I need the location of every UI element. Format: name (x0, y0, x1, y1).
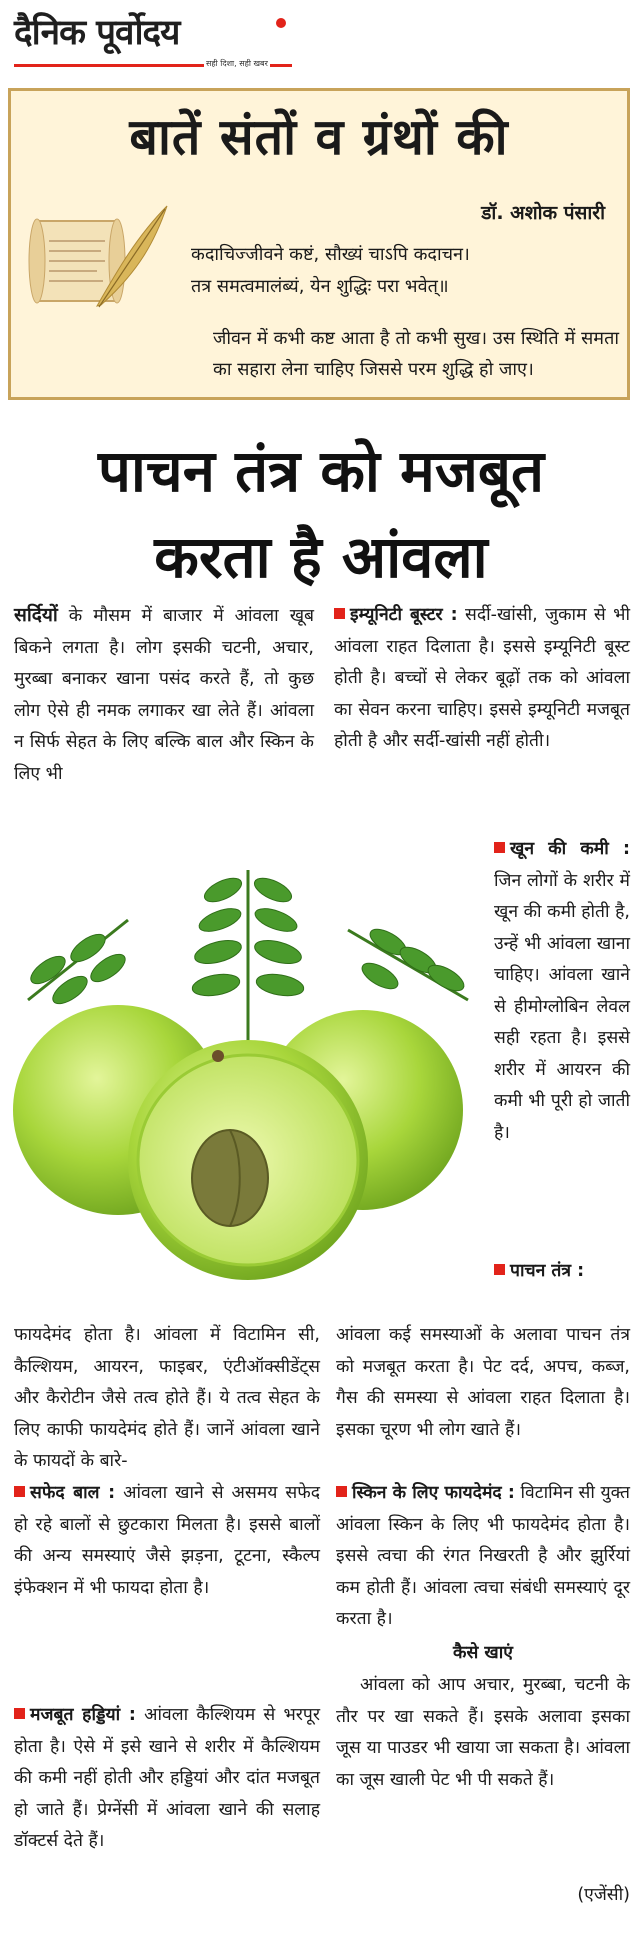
masthead-tagline: सही दिशा, सही खबर (206, 59, 268, 68)
bullet-square (14, 1708, 25, 1719)
digestion-heading: पाचन तंत्र : (510, 1261, 585, 1281)
shloka-meaning (25, 323, 619, 385)
immunity-text: सर्दी-खांसी, जुकाम से भी आंवला राहत दिलाता है। इससे इम्यूनिटी बूस्ट होती है। बच्चों से लेकर बूढ़ों तक को आंवला का सेवन करना चाहिए। इससे इम्यूनिटी मजबूत होती है और सर्दी-खांसी नहीं होती। (334, 605, 630, 751)
article-intro (14, 600, 314, 790)
blood-heading: खून की कमी : (510, 839, 630, 859)
shloka (191, 239, 621, 303)
bullet-square (334, 608, 345, 619)
amla-fruit-image (8, 860, 486, 1295)
agency-credit: (एजेंसी) (577, 1885, 630, 1905)
section-bones (14, 1700, 320, 1858)
how-to-eat-text: आंवला को आप अचार, मुरब्बा, चटनी के तौर पर खा सकते हैं। इसके अलावा इसका जूस या पाउडर भी खाया जा सकता है। आंवला का जूस खाली पेट भी पी सकते हैं। (336, 1675, 630, 1790)
quote-box (8, 88, 630, 400)
how-to-eat-heading: कैसे खाएं (453, 1643, 513, 1663)
section-skin (336, 1478, 630, 1636)
masthead (14, 8, 284, 70)
bones-text: आंवला कैल्शियम से भरपूर होता है। ऐसे में इसे खाने से शरीर में कैल्शियम की कमी नहीं होती और हड्डियां और दांत मजबूत हो जाते हैं। प्रेग्नेंसी में आंवला खाने की सलाह डॉक्टर्स देते हैं। (14, 1705, 321, 1851)
shloka-line-2: तत्र समत्वमालंब्यं, येन शुद्धिः परा भवेत्॥ (191, 276, 449, 297)
section-hair (14, 1478, 320, 1604)
bullet-square (494, 842, 505, 853)
hair-heading: सफेद बाल : (30, 1483, 116, 1503)
scroll-quill-icon (27, 201, 177, 311)
hair-text: आंवला खाने से असमय सफेद हो रहे बालों से छुटकारा मिलता है। इससे बालों की अन्य समस्याएं जैसे झड़ना, टूटना, स्कैल्प इंफेक्शन में भी फायदा होता है। (14, 1483, 320, 1598)
immunity-heading: इम्यूनिटी बूस्टर : (350, 605, 458, 625)
bullet-square (494, 1264, 505, 1275)
intro-continued: फायदेमंद होता है। आंवला में विटामिन सी, कैल्शियम, आयरन, फाइबर, एंटीऑक्सीडेंट्स और कैरोटीन जैसे तत्व होते हैं। ये तत्व सेहत के लिए काफी फायदेमंद होते हैं। जानें आंवला खाने के फायदों के बारे- (14, 1325, 320, 1471)
bullet-square (14, 1486, 25, 1497)
masthead-title: दैनिक पूर्वोदय (14, 12, 180, 53)
quote-author: डॉ. अशोक पंसारी (481, 202, 605, 224)
article-headline (0, 428, 642, 600)
headline-line-2: करता है आंवला (154, 523, 488, 591)
section-digestion (336, 1320, 630, 1446)
bones-heading: मजबूत हड्डियां : (30, 1705, 136, 1725)
bullet-square (336, 1486, 347, 1497)
shloka-meaning-text: जीवन में कभी कष्ट आता है तो कभी सुख। उस स्थिति में समता का सहारा लेना चाहिए जिससे परम शुद्धि हो जाए। (213, 328, 619, 380)
skin-heading: स्किन के लिए फायदेमंद : (352, 1483, 515, 1503)
shloka-line-1: कदाचिज्जीवने कष्टं, सौख्यं चाऽपि कदाचन। (191, 244, 470, 265)
quote-box-title: बातें संतों व ग्रंथों की (129, 108, 509, 166)
blood-text: जिन लोगों के शरीर में खून की कमी होती है, उन्हें भी आंवला खाना चाहिए। आंवला खाने से हीमोग्लोबिन लेवल सही रहता है। इससे शरीर में आयरन की कमी भी पूरी हो जाती है। (494, 870, 630, 1143)
section-digestion-head (494, 1256, 630, 1288)
intro-text: के मौसम में बाजार में आंवला खूब बिकने लगता है। लोग इसकी चटनी, अचार, मुरब्बा बनाकर खाना पसंद करते हैं, तो कुछ लोग ऐसे ही नमक लगाकर खा लेते हैं। आंवला न सिर्फ सेहत के लिए बल्कि बाल और स्किन के लिए भी (14, 606, 314, 784)
digestion-text: आंवला कई समस्याओं के अलावा पाचन तंत्र को मजबूत करता है। पेट दर्द, अपच, कब्ज, गैस की समस्या से आंवला राहत दिलाता है। इसका चूरण भी लोग खाते हैं। (336, 1325, 630, 1440)
intro-lead: सर्दियों (14, 604, 58, 626)
masthead-logo-dot (276, 18, 286, 28)
section-blood (494, 834, 630, 1149)
section-immunity (334, 600, 630, 758)
headline-line-1: पाचन तंत्र को मजबूत (97, 437, 545, 505)
skin-text: विटामिन सी युक्त आंवला स्किन के लिए भी फायदेमंद होता है। इससे त्वचा की रंगत निखरती है और झुर्रियां कम होती हैं। आंवला त्वचा संबंधी समस्याएं दूर करता है। (336, 1483, 630, 1629)
